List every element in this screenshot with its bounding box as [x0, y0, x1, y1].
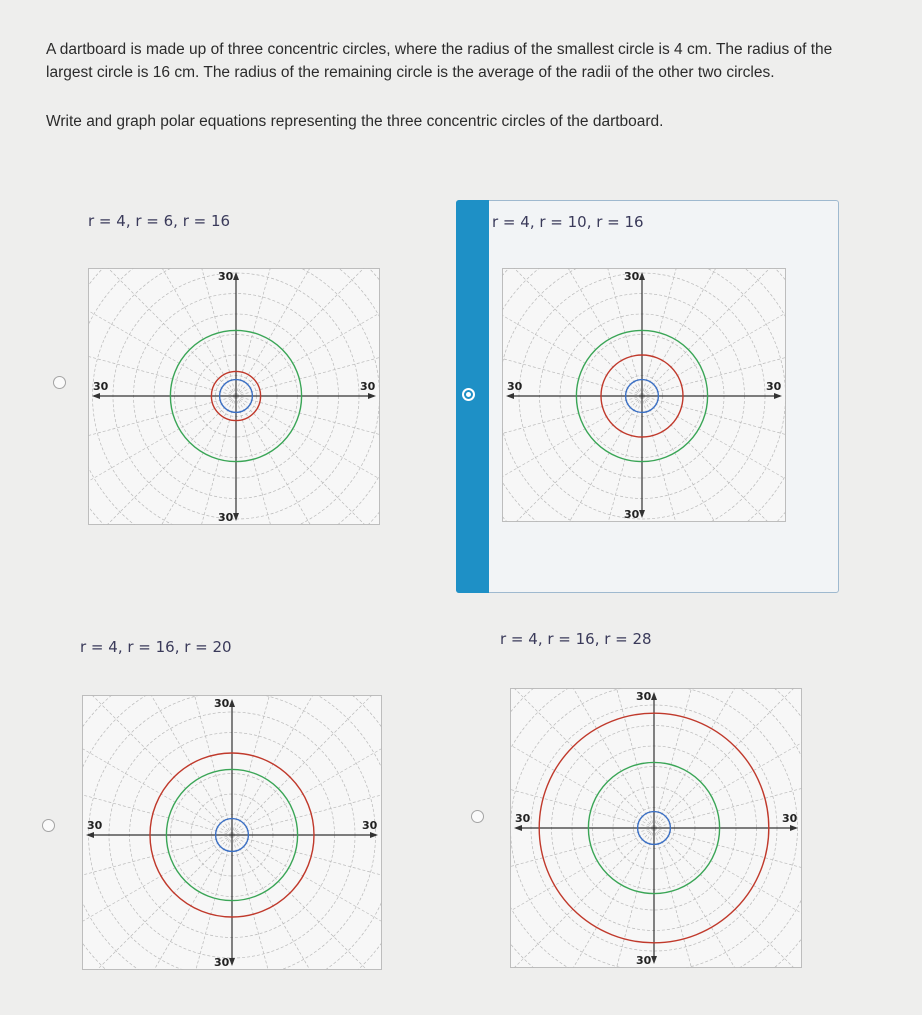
question-paragraph-1: A dartboard is made up of three concentric circles, where the radius of the smallest circle is 4 cm. The radius of the largest circle is 16 cm. The radius of the remaining circle is the average of the radii of the other two circles.: [46, 41, 833, 81]
question-paragraph-2: Write and graph polar equations representing the three concentric circles of the dartboard.: [46, 113, 664, 130]
radio-choice-c[interactable]: [42, 819, 55, 832]
equation-choice-a: r = 4, r = 6, r = 16: [88, 212, 231, 230]
polar-plot: [502, 268, 786, 522]
polar-plot: [88, 268, 380, 525]
question-text: [46, 38, 846, 133]
polar-graph-b: [502, 268, 786, 522]
axis-label-left: 30: [93, 380, 109, 393]
axis-label-right: 30: [766, 380, 782, 393]
axis-label-bottom: 30: [624, 508, 640, 521]
axis-label-top: 30: [624, 270, 640, 283]
equation-choice-d: r = 4, r = 16, r = 28: [500, 630, 652, 648]
polar-graph-d: [510, 688, 802, 968]
axis-label-left: 30: [87, 819, 103, 832]
polar-graph-a: [88, 268, 380, 525]
axis-label-right: 30: [362, 819, 378, 832]
axis-label-bottom: 30: [214, 956, 230, 969]
axis-label-top: 30: [218, 270, 234, 283]
radio-choice-a[interactable]: [53, 376, 66, 389]
axis-label-left: 30: [515, 812, 531, 825]
axis-label-top: 30: [636, 690, 652, 703]
axis-label-left: 30: [507, 380, 523, 393]
axis-label-bottom: 30: [636, 954, 652, 967]
axis-label-right: 30: [360, 380, 376, 393]
radio-choice-d[interactable]: [471, 810, 484, 823]
axis-label-right: 30: [782, 812, 798, 825]
polar-plot: [510, 688, 802, 968]
axis-label-bottom: 30: [218, 511, 234, 524]
polar-plot: [82, 695, 382, 970]
axis-label-top: 30: [214, 697, 230, 710]
equation-choice-b: r = 4, r = 10, r = 16: [492, 213, 644, 231]
equation-choice-c: r = 4, r = 16, r = 20: [80, 638, 232, 656]
polar-graph-c: [82, 695, 382, 970]
radio-choice-b[interactable]: [462, 388, 475, 401]
